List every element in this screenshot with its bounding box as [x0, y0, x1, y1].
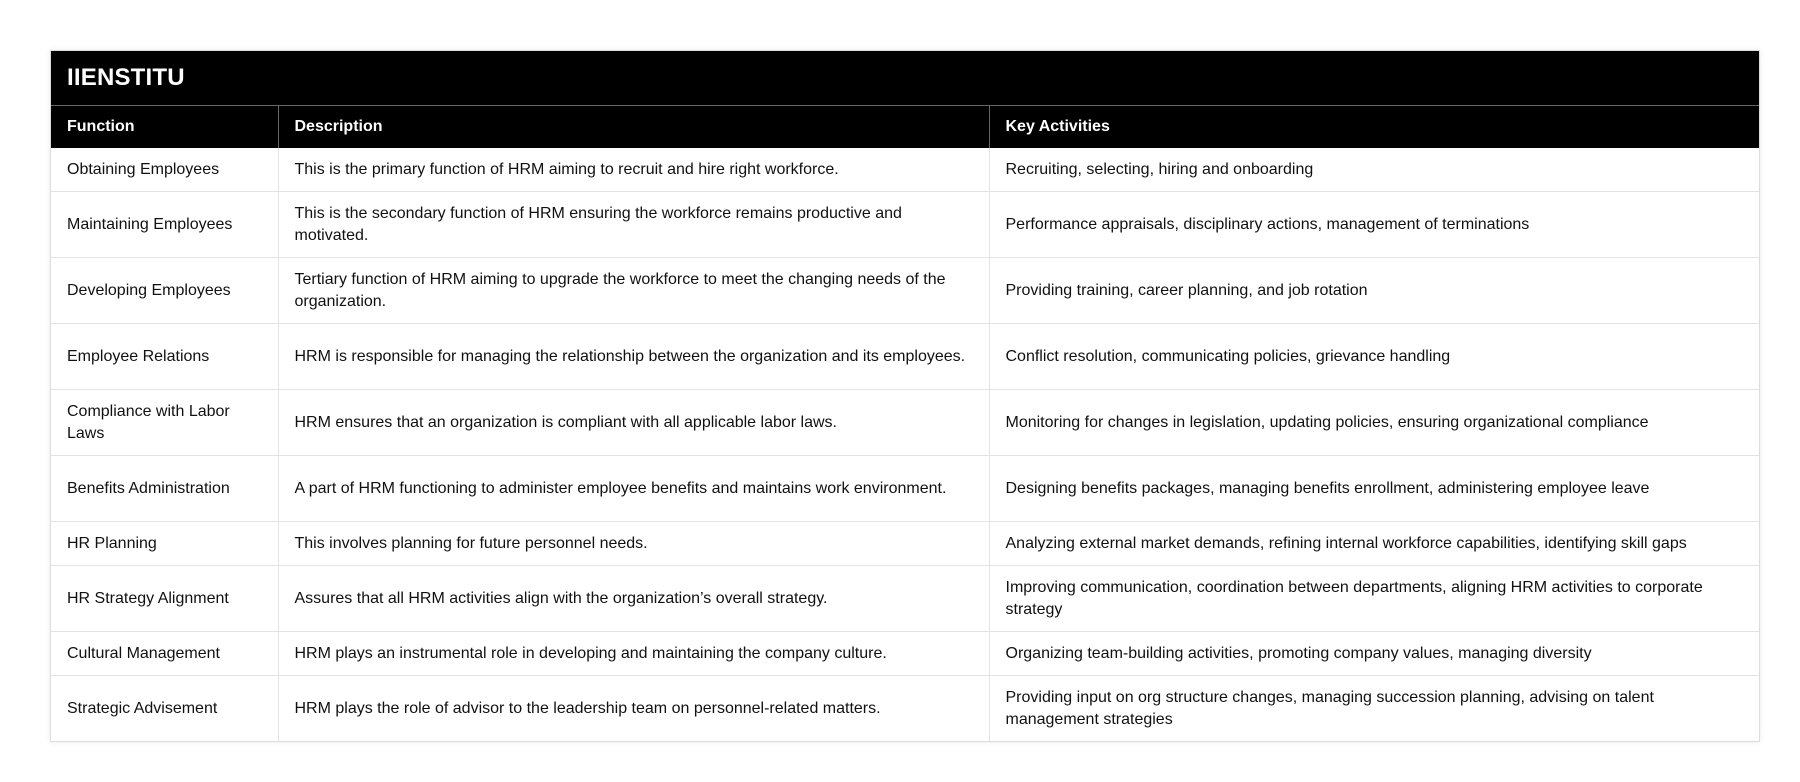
table-row: [51, 522, 1759, 566]
cell-key-activities: Conflict resolution, communicating policies, grievance handling: [989, 324, 1759, 390]
cell-function: Maintaining Employees: [51, 192, 278, 258]
cell-function: Compliance with Labor Laws: [51, 390, 278, 456]
table-row: [51, 258, 1759, 324]
cell-function: Cultural Management: [51, 632, 278, 676]
cell-key-activities: Organizing team-building activities, promoting company values, managing diversity: [989, 632, 1759, 676]
cell-description: This is the primary function of HRM aiming to recruit and hire right workforce.: [278, 148, 989, 192]
cell-description: HRM plays the role of advisor to the leadership team on personnel-related matters.: [278, 676, 989, 742]
cell-key-activities: Improving communication, coordination between departments, aligning HRM activities to corporate strategy: [989, 566, 1759, 632]
cell-description: Assures that all HRM activities align with the organization’s overall strategy.: [278, 566, 989, 632]
table-row: [51, 632, 1759, 676]
table-row: [51, 324, 1759, 390]
cell-key-activities: Providing training, career planning, and job rotation: [989, 258, 1759, 324]
cell-description: A part of HRM functioning to administer employee benefits and maintains work environment.: [278, 456, 989, 522]
table-row: [51, 676, 1759, 742]
cell-description: HRM is responsible for managing the relationship between the organization and its employees.: [278, 324, 989, 390]
cell-description: This involves planning for future personnel needs.: [278, 522, 989, 566]
brand-title: IIENSTITU: [51, 51, 1759, 106]
table-row: [51, 390, 1759, 456]
cell-description: This is the secondary function of HRM ensuring the workforce remains productive and motivated.: [278, 192, 989, 258]
cell-function: HR Planning: [51, 522, 278, 566]
cell-key-activities: Recruiting, selecting, hiring and onboarding: [989, 148, 1759, 192]
cell-description: HRM ensures that an organization is compliant with all applicable labor laws.: [278, 390, 989, 456]
cell-function: Benefits Administration: [51, 456, 278, 522]
cell-function: Developing Employees: [51, 258, 278, 324]
header-function: Function: [51, 106, 278, 148]
table-card: [50, 50, 1760, 742]
cell-key-activities: Designing benefits packages, managing benefits enrollment, administering employee leave: [989, 456, 1759, 522]
header-key-activities: Key Activities: [989, 106, 1759, 148]
cell-key-activities: Monitoring for changes in legislation, updating policies, ensuring organizational compliance: [989, 390, 1759, 456]
cell-function: Obtaining Employees: [51, 148, 278, 192]
table-row: [51, 192, 1759, 258]
table-row: [51, 148, 1759, 192]
table-row: [51, 456, 1759, 522]
cell-function: Employee Relations: [51, 324, 278, 390]
header-row: [51, 106, 1759, 148]
cell-key-activities: Performance appraisals, disciplinary actions, management of terminations: [989, 192, 1759, 258]
hrm-functions-table: [51, 106, 1759, 741]
cell-key-activities: Analyzing external market demands, refining internal workforce capabilities, identifying skill gaps: [989, 522, 1759, 566]
cell-function: HR Strategy Alignment: [51, 566, 278, 632]
table-row: [51, 566, 1759, 632]
cell-key-activities: Providing input on org structure changes, managing succession planning, advising on talent management strategies: [1005, 688, 1654, 728]
cell-description: HRM plays an instrumental role in developing and maintaining the company culture.: [278, 632, 989, 676]
header-description: Description: [278, 106, 989, 148]
cell-description: Tertiary function of HRM aiming to upgrade the workforce to meet the changing needs of the organization.: [278, 258, 989, 324]
cell-function: Strategic Advisement: [51, 676, 278, 742]
